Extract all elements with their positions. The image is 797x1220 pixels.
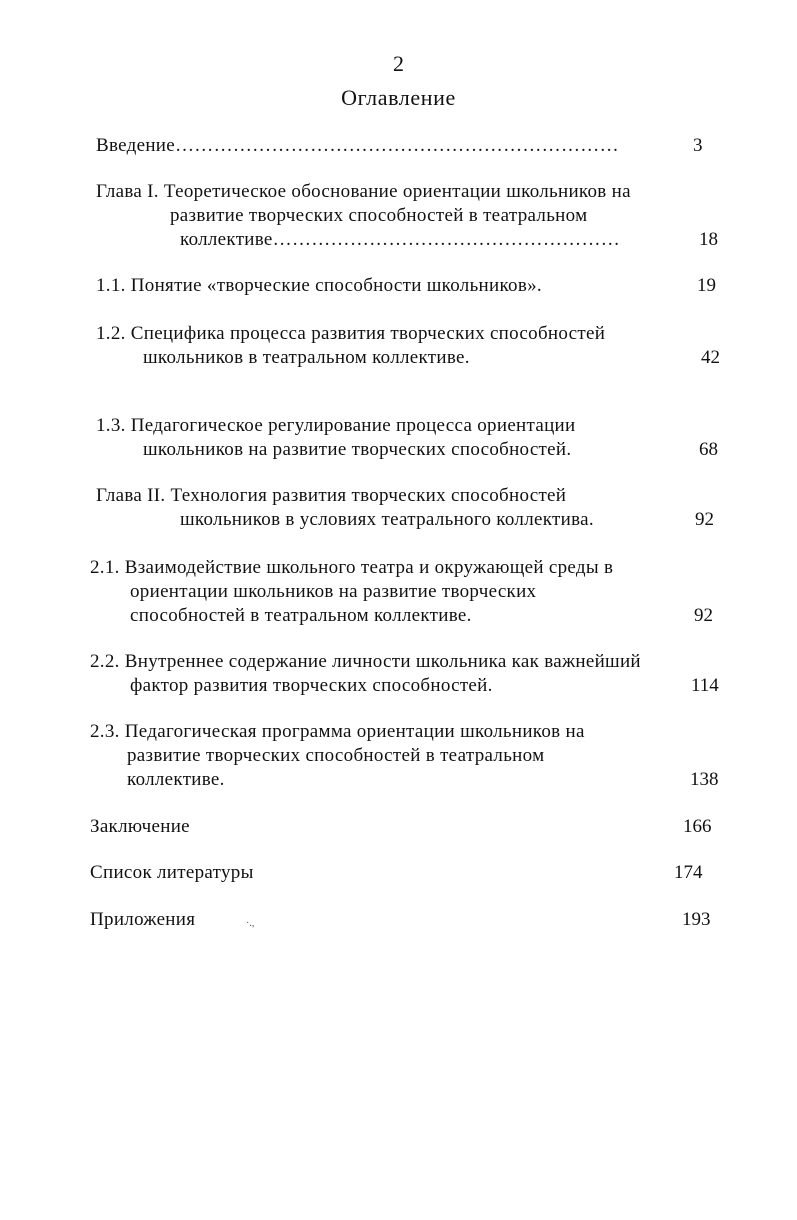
toc-entry-line: 1.3. Педагогическое регулирование процесса ориентации <box>96 415 576 436</box>
toc-entry-line: 1.2. Специфика процесса развития творческих способностей <box>96 323 606 344</box>
toc-entry-line: Глава I. Теоретическое обоснование ориентации школьников на <box>96 181 631 202</box>
toc-entry-line: ориентации школьников на развитие творческих <box>130 581 537 602</box>
toc-entry-line: коллективе. <box>127 769 225 790</box>
toc-entry-page: 68 <box>699 439 718 460</box>
toc-entry-line: школьников в театральном коллективе. <box>143 347 470 368</box>
scan-smudge: ·., <box>246 918 255 929</box>
toc-entry-line: Глава II. Технология развития творческих способностей <box>96 485 567 506</box>
toc-entry-page: 42 <box>701 347 720 368</box>
toc-entry-line: коллективе……………………………………………… <box>180 229 621 250</box>
toc-entry-page: 92 <box>694 605 713 626</box>
toc-entry-line: Заключение <box>90 816 190 837</box>
toc-entry-line: 2.2. Внутреннее содержание личности школьника как важнейший <box>90 651 641 672</box>
toc-entry-line: Приложения <box>90 909 196 930</box>
toc-entry-line: Список литературы <box>90 862 254 883</box>
toc-entry-line: фактор развития творческих способностей. <box>130 675 493 696</box>
toc-entry-page: 92 <box>695 509 714 530</box>
toc-entry-line: 1.1. Понятие «творческие способности школьников». <box>96 275 542 296</box>
toc-entry-page: 138 <box>690 769 719 790</box>
toc-entry-page: 19 <box>697 275 716 296</box>
toc-entry-line: Введение…………………………………………………………… <box>96 135 619 156</box>
toc-entry-page: 114 <box>691 675 719 696</box>
toc-entry-page: 174 <box>674 862 703 883</box>
page-number: 2 <box>393 51 404 76</box>
toc-entry-line: 2.1. Взаимодействие школьного театра и окружающей среды в <box>90 557 614 578</box>
toc-entry-line: развитие творческих способностей в театральном <box>170 205 588 226</box>
toc-entry-page: 193 <box>682 909 711 930</box>
toc-entry-page: 18 <box>699 229 718 250</box>
toc-heading: Оглавление <box>341 85 456 110</box>
toc-entry-line: 2.3. Педагогическая программа ориентации школьников на <box>90 721 585 742</box>
toc-entry-line: развитие творческих способностей в театральном <box>127 745 545 766</box>
toc-entry-page: 166 <box>683 816 712 837</box>
toc-entry-line: школьников на развитие творческих способностей. <box>143 439 572 460</box>
toc-entry-line: способностей в театральном коллективе. <box>130 605 472 626</box>
toc-entry-page: 3 <box>693 135 703 156</box>
toc-entry-line: школьников в условиях театрального коллектива. <box>180 509 594 530</box>
